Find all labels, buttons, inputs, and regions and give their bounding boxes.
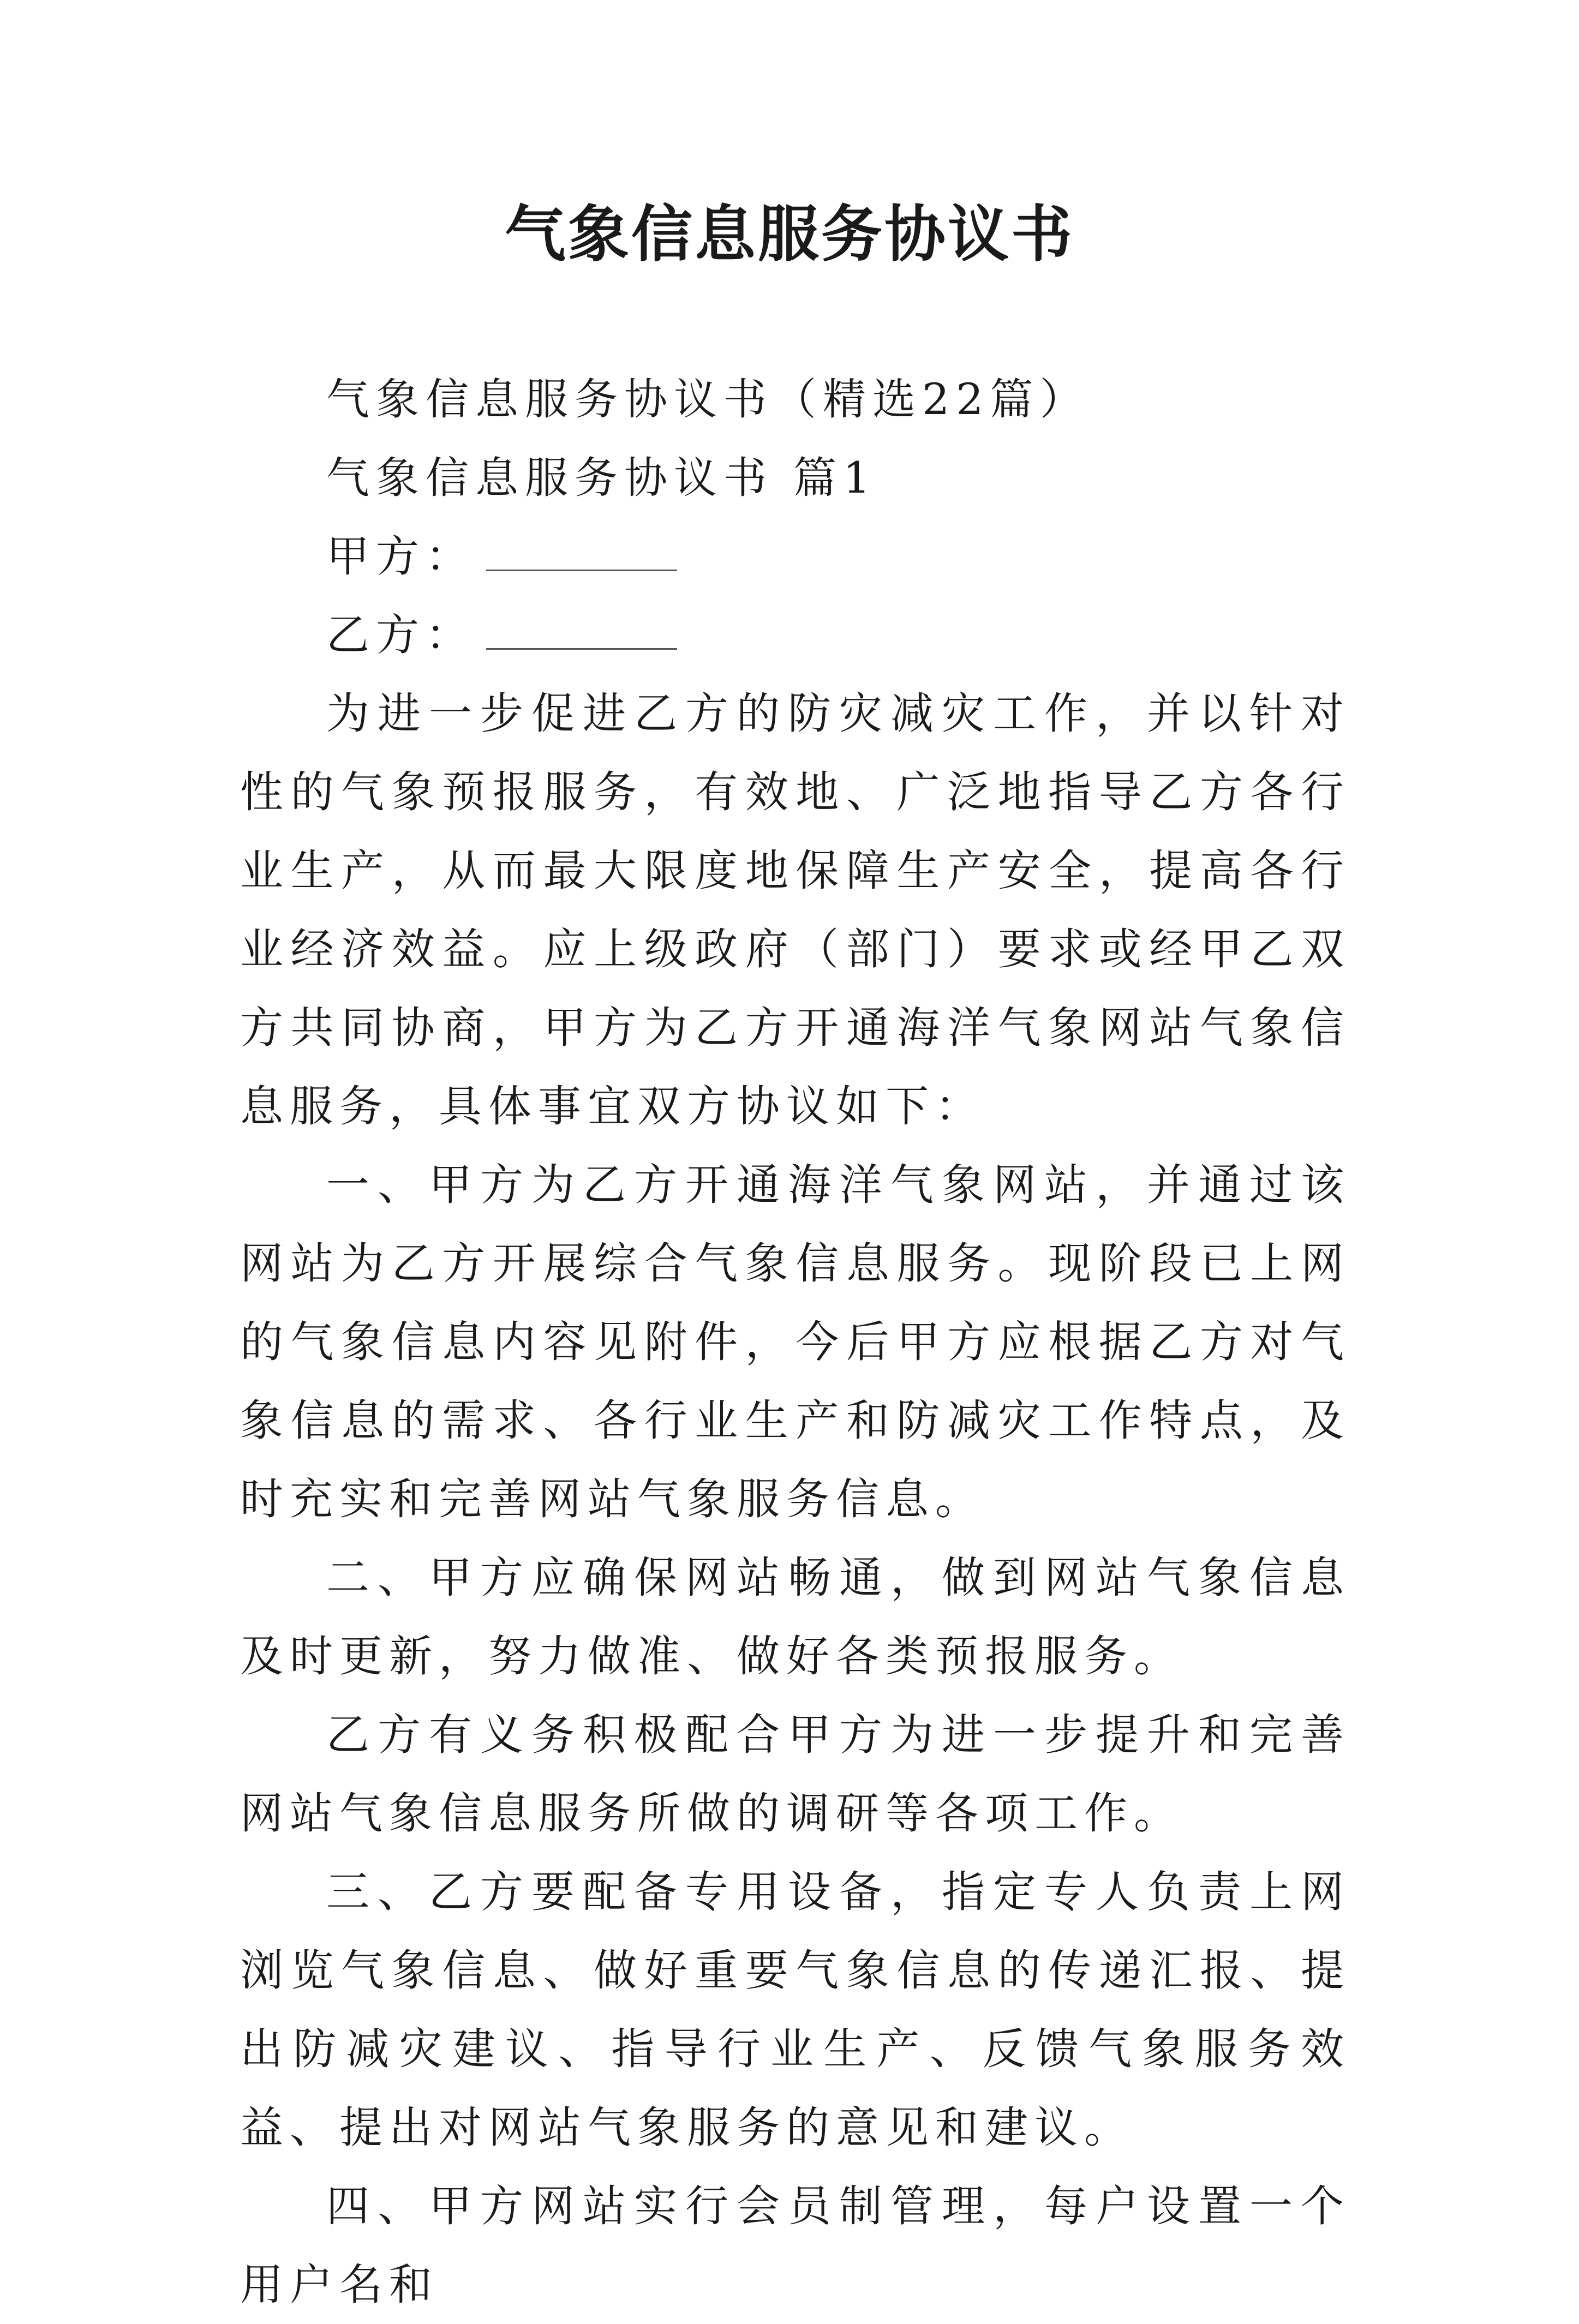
paragraph-party-b-duty: 乙方有义务积极配合甲方为进一步提升和完善网站气象信息服务所做的调研等各项工作。 bbox=[240, 1710, 1350, 1838]
section-heading: 气象信息服务协议书 篇1 bbox=[326, 453, 877, 503]
document-title: 气象信息服务协议书 bbox=[505, 199, 1074, 270]
document-subtitle: 气象信息服务协议书（精选22篇） bbox=[326, 374, 1090, 424]
paragraph-clause-1: 一、甲方为乙方开通海洋气象网站，并通过该网站为乙方开展综合气象信息服务。现阶段已上网的气象信息内容见附件，今后甲方应根据乙方对气象信息的需求、各行业生产和防减灾工作特点，及时充实和完善网站气象服务信息。 bbox=[240, 1160, 1350, 1524]
party-a-line bbox=[240, 517, 1350, 596]
paragraph-clause-4: 四、甲方网站实行会员制管理，每户设置一个用户名和 bbox=[240, 2181, 1350, 2310]
paragraph-clause-3: 三、乙方要配备专用设备，指定专人负责上网浏览气象信息、做好重要气象信息的传递汇报、提出防减灾建议、指导行业生产、反馈气象服务效益、提出对网站气象服务的意见和建议。 bbox=[240, 1867, 1350, 2153]
party-a-blank bbox=[486, 537, 677, 571]
paragraph-clause-2: 二、甲方应确保网站畅通，做到网站气象信息及时更新，努力做准、做好各类预报服务。 bbox=[240, 1553, 1350, 1681]
party-b-blank bbox=[486, 615, 677, 650]
party-b-line bbox=[240, 596, 1350, 674]
document-body bbox=[240, 360, 1350, 2324]
paragraph-intro: 为进一步促进乙方的防灾减灾工作，并以针对性的气象预报服务，有效地、广泛地指导乙方各行业生产，从而最大限度地保障生产安全，提高各行业经济效益。应上级政府（部门）要求或经甲乙双方共同协商，甲方为乙方开通海洋气象网站气象信息服务，具体事宜双方协议如下： bbox=[240, 688, 1350, 1131]
party-b-label: 乙方： bbox=[326, 610, 475, 660]
party-a-label: 甲方： bbox=[326, 531, 475, 582]
